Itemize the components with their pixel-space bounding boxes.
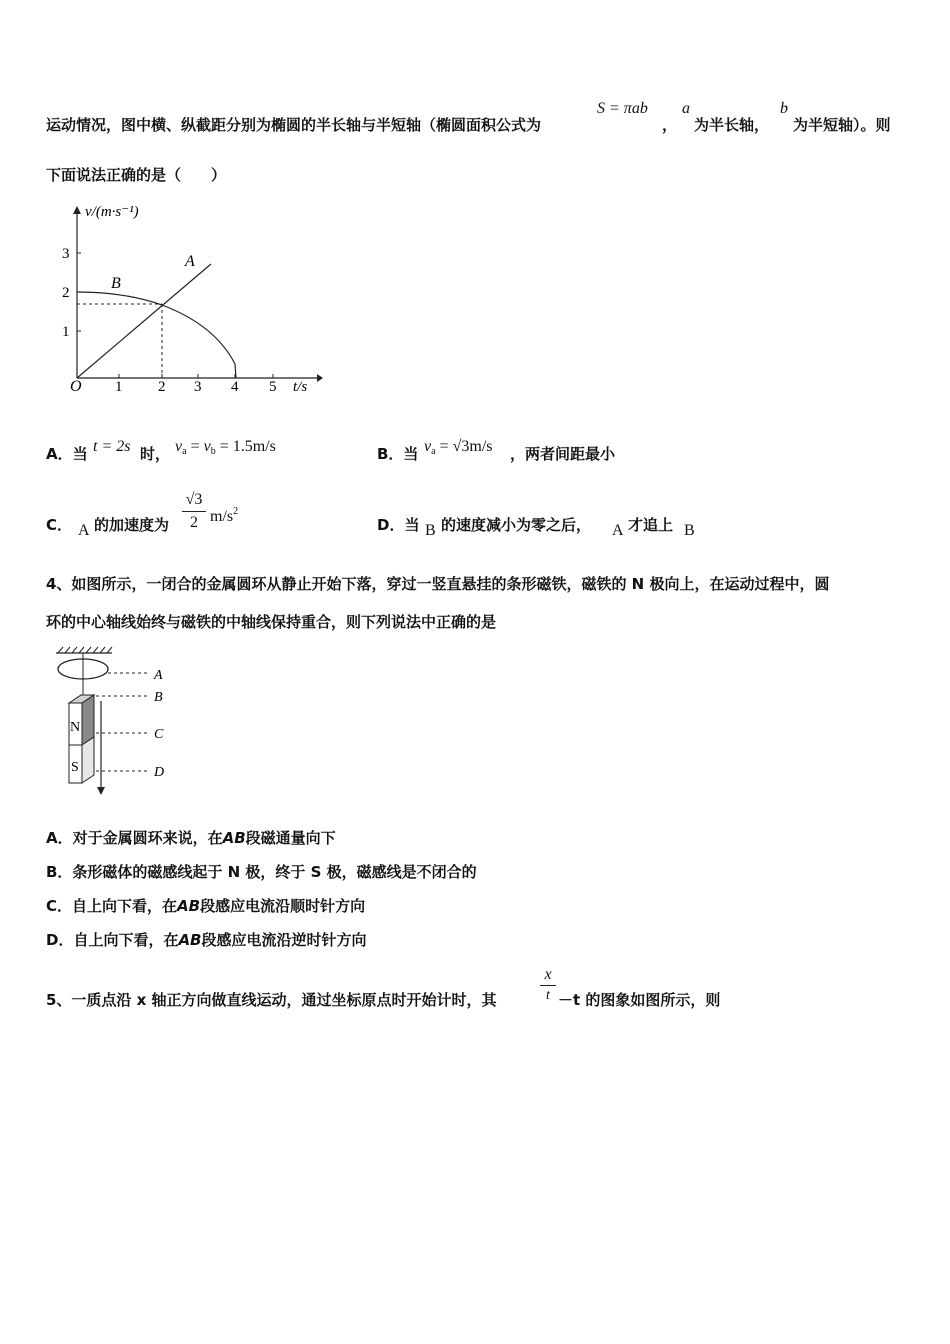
- option-d-a: A: [612, 522, 624, 539]
- q3-question: 下面说法正确的是（ ）: [46, 166, 227, 184]
- y-tick-2: 2: [62, 285, 70, 301]
- north-pole-label: N: [70, 720, 81, 735]
- option-a-time: t = 2s: [93, 438, 131, 455]
- q3-option-d[interactable]: [377, 515, 419, 535]
- option-d-text2: 才追上: [628, 516, 674, 534]
- q3-option-c[interactable]: [46, 515, 72, 535]
- t-axis-arrow: [317, 374, 323, 382]
- position-c: C: [154, 727, 164, 742]
- q4-question-line2: 环的中心轴线始终与磁铁的中轴线保持重合，则下列说法中正确的是: [46, 613, 497, 631]
- option-b-suffix: ，两者间距最小: [510, 445, 616, 463]
- magnet-ring-figure: [50, 645, 180, 805]
- q4-option-a[interactable]: A．对于金属圆环来说，在AB段磁通量向下: [46, 829, 336, 847]
- position-d: D: [154, 765, 165, 780]
- x-tick-4: 4: [231, 379, 239, 395]
- q4-option-d[interactable]: D．自上向下看，在AB段感应电流沿逆时针方向: [46, 931, 367, 949]
- option-d-text1: 的速度减小为零之后，: [441, 516, 592, 534]
- v-axis-label: v/(m·s⁻¹): [85, 204, 139, 220]
- position-a: A: [154, 668, 163, 683]
- y-tick-1: 1: [62, 324, 70, 340]
- origin-label: O: [70, 378, 82, 395]
- option-b-label: B．当: [377, 445, 419, 463]
- q3-option-a[interactable]: [46, 444, 88, 464]
- label-b: B: [111, 275, 121, 292]
- curve-b: [77, 292, 236, 378]
- option-c-label: C．: [46, 516, 73, 534]
- x-tick-1: 1: [115, 379, 123, 395]
- velocity-time-graph: [55, 200, 325, 400]
- q4-option-c[interactable]: C．自上向下看，在AB段感应电流沿顺时针方向: [46, 897, 366, 915]
- q3-option-b[interactable]: [377, 444, 418, 464]
- label-a: A: [185, 253, 195, 270]
- option-a-label: A．当: [46, 445, 88, 463]
- x-tick-2: 2: [158, 379, 166, 395]
- option-d-b: B: [425, 522, 436, 539]
- t-axis-label: t/s: [293, 379, 308, 395]
- y-tick-3: 3: [62, 246, 70, 262]
- v-axis-arrow: [73, 206, 81, 214]
- x-tick-5: 5: [269, 379, 277, 395]
- semi-minor-text: 为半短轴）。则: [793, 116, 891, 134]
- option-a-math: [93, 436, 130, 456]
- position-b: B: [154, 690, 163, 705]
- q3-intro-line1: [46, 115, 541, 135]
- south-pole-label: S: [71, 760, 79, 775]
- semi-major-symbol: a: [682, 100, 690, 117]
- x-tick-3: 3: [194, 379, 202, 395]
- semi-major-text: 为半长轴，: [694, 116, 770, 134]
- q5-question-pre: 5、一质点沿 x 轴正方向做直线运动，通过坐标原点时开始计时，其: [46, 991, 497, 1009]
- option-a-velocity: $v_a = v_b = 1.5m/s$: [175, 438, 276, 457]
- option-c-text: 的加速度为: [94, 516, 170, 534]
- fraction-denominator: 2: [190, 514, 198, 531]
- q5-fraction: [540, 966, 556, 1005]
- area-formula: S = πab: [597, 100, 648, 117]
- option-d-label: D．当: [377, 516, 420, 534]
- option-c-fraction: [182, 490, 206, 533]
- q4-question-line1: 4、如图所示，一闭合的金属圆环从静止开始下落，穿过一竖直悬挂的条形磁铁，磁铁的 N 极向上，在运动过程中，圆: [46, 575, 830, 593]
- q5-fraction-num: x: [544, 966, 552, 983]
- q3-comma: ，: [662, 116, 678, 134]
- semi-minor-symbol: b: [780, 100, 788, 117]
- option-a-mid: 时，: [140, 445, 171, 463]
- option-d-b2: B: [684, 522, 695, 539]
- q5-question-post: －t 的图象如图所示，则: [558, 991, 721, 1009]
- fraction-numerator: √3: [185, 491, 203, 508]
- q3-intro-prefix: 运动情况，图中横、纵截距分别为椭圆的半长轴与半短轴（椭圆面积公式为: [46, 116, 542, 134]
- q5-fraction-den: t: [546, 988, 550, 1003]
- q4-option-b[interactable]: B．条形磁体的磁感线起于 N 极，终于 S 极，磁感线是不闭合的: [46, 863, 477, 881]
- line-a: [77, 264, 211, 378]
- fall-arrow: [97, 787, 105, 795]
- option-c-unit: $m/s^2$: [210, 506, 239, 525]
- option-b-velocity: $v_a = √3m/s$: [424, 438, 493, 457]
- option-c-a: A: [78, 522, 90, 539]
